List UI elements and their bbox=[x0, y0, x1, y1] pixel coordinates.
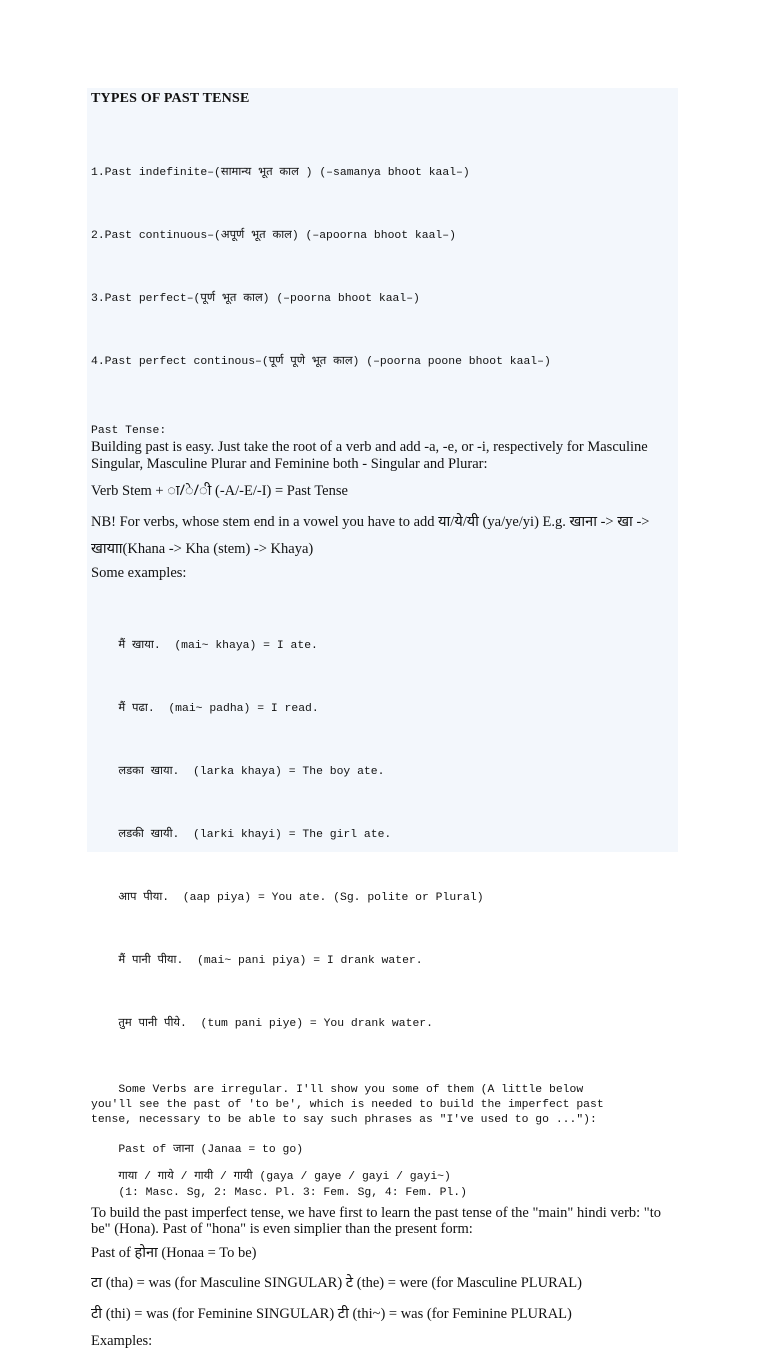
imperfect-paragraph: To build the past imperfect tense, we have first to learn the past tense of the "main" hindi verb: "to be" (Hona). Past of "hona" is even simplier than the present form: bbox=[91, 1205, 661, 1237]
page-title: TYPES OF PAST TENSE bbox=[91, 91, 250, 106]
tha-line: टा (tha) = was (for Masculine SINGULAR) टे (the) = were (for Masculine PLURAL) bbox=[91, 1275, 582, 1291]
list-item: तुम पानी पीये. (tum pani piye) = You drank water. bbox=[91, 1018, 433, 1030]
past-of-janaa-line: Past of जाना (Janaa = to go) bbox=[91, 1144, 304, 1156]
gaya-forms-block bbox=[91, 1169, 675, 1201]
examples-list bbox=[91, 594, 675, 1077]
examples-label: Examples: bbox=[91, 1333, 153, 1349]
list-item: मैं खाया. (mai~ khaya) = I ate. bbox=[91, 640, 318, 652]
list-item: 1.Past indefinite–(सामान्य भूत काल ) (–samanya bhoot kaal–) bbox=[91, 167, 470, 179]
irregular-verbs-paragraph: Some Verbs are irregular. I'll show you some of them (A little below you'll see the past of 'to be', which is needed to build the imperfect past tense, necessary to be able to say such phrases as "I've used to go ..."): bbox=[91, 1084, 604, 1126]
list-item: लडकी खायी. (larki khayi) = The girl ate. bbox=[91, 829, 392, 841]
some-examples-label: Some examples: bbox=[91, 565, 187, 581]
document-content bbox=[91, 91, 675, 1350]
list-item: 3.Past perfect–(पूर्ण भूत काल) (–poorna bhoot kaal–) bbox=[91, 293, 420, 305]
nb-paragraph: NB! For verbs, whose stem end in a vowel you have to add या/ये/यी (ya/ye/yi) E.g. खाना -> खा -> खायाा(Khana -> Kha (stem) -> Khaya) bbox=[91, 514, 650, 557]
past-of-hona-line: Past of होना (Honaa = To be) bbox=[91, 1245, 257, 1261]
list-item: मैं पढा. (mai~ padha) = I read. bbox=[91, 703, 319, 715]
list-item: मैं पानी पीया. (mai~ pani piya) = I drank water. bbox=[91, 955, 423, 967]
list-item: 2.Past continuous–(अपूर्ण भूत काल) (–apoorna bhoot kaal–) bbox=[91, 230, 456, 242]
gaya-forms-line: गाया / गाये / गायी / गायी (gaya / gaye / gayi / gayi~) bbox=[91, 1171, 451, 1183]
building-paragraph: Building past is easy. Just take the root of a verb and add -a, -e, or -i, respectively for Masculine Singular, Masculine Plurar and Feminine both - Singular and Plurar: bbox=[91, 439, 648, 472]
past-tense-label: Past Tense: bbox=[91, 425, 167, 437]
list-item: आप पीया. (aap piya) = You ate. (Sg. polite or Plural) bbox=[91, 892, 484, 904]
past-tense-types-list bbox=[91, 121, 675, 415]
list-item: 4.Past perfect continous–(पूर्ण पूणे भूत काल) (–poorna poone bhoot kaal–) bbox=[91, 356, 551, 368]
gaya-legend-line: (1: Masc. Sg, 2: Masc. Pl. 3: Fem. Sg, 4: Fem. Pl.) bbox=[91, 1187, 467, 1199]
thi-line: टी (thi) = was (for Feminine SINGULAR) टी (thi~) = was (for Feminine PLURAL) bbox=[91, 1306, 572, 1322]
formula-line: Verb Stem + ा/े/ी (-A/-E/-I) = Past Tense bbox=[91, 483, 348, 499]
list-item: लडका खाया. (larka khaya) = The boy ate. bbox=[91, 766, 385, 778]
